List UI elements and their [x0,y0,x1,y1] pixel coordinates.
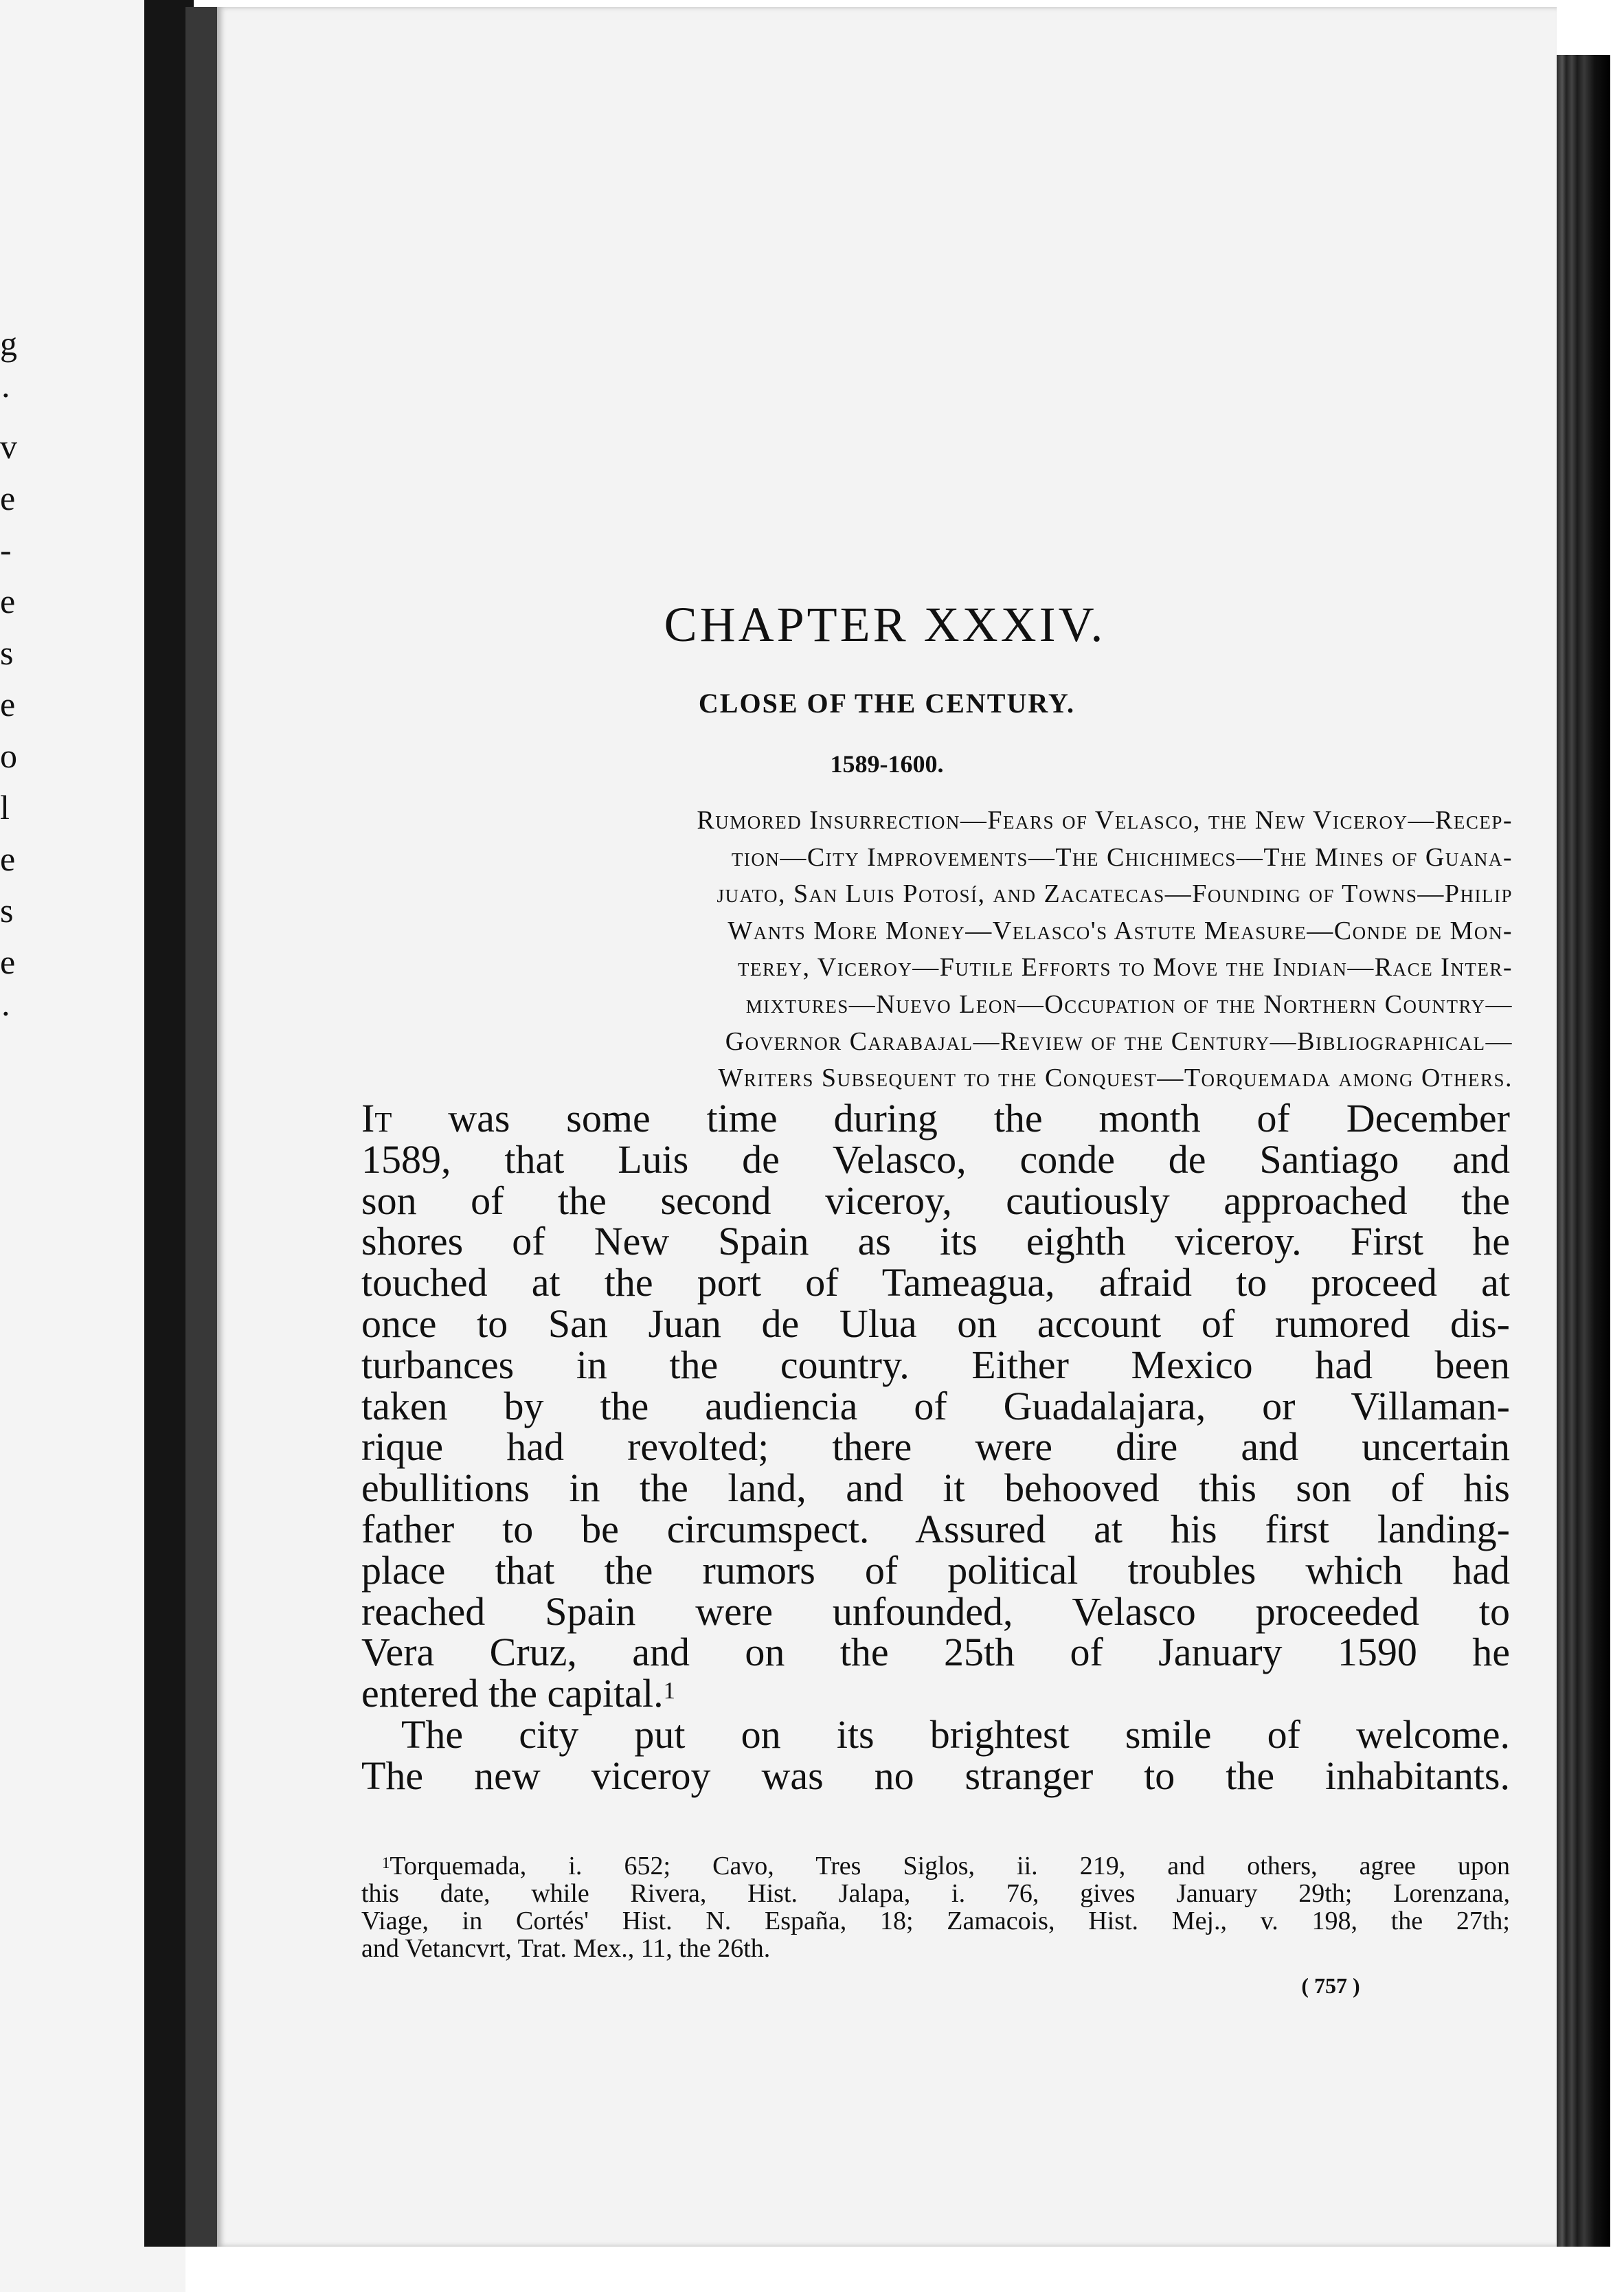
book-gutter-shadow [185,7,217,2247]
footnote-marker: 1 [382,1854,390,1872]
chapter-synopsis [372,802,1513,1097]
synopsis-line: Writers Subsequent to the Conquest—Torquemada among Others. [718,1064,1513,1093]
edge-char: · [0,376,12,414]
edge-char: e [0,840,16,878]
body-line: touched at the port of Tameagua, afraid to proceed at [361,1260,1510,1305]
chapter-years: 1589-1600. [830,750,944,778]
synopsis-line: Rumored Insurrection—Fears of Velasco, the New Viceroy—Recep- [697,806,1513,835]
body-line: once to San Juan de Ulua on account of rumored dis- [361,1301,1510,1346]
body-line: shores of New Spain as its eighth viceroy. First he [361,1219,1510,1264]
body-line: son of the second viceroy, cautiously approached the [361,1178,1510,1223]
body-line: 1589, that Luis de Velasco, conde de Santiago and [361,1136,1510,1182]
edge-char: o [0,737,17,775]
edge-char: e [0,943,16,981]
edge-char: e [0,582,16,620]
body-line: father to be circumspect. Assured at his first landing- [361,1506,1510,1551]
edge-char: g [0,324,17,363]
drop-cap-word: It [361,1096,392,1141]
body-line: rique had revolted; there were dire and uncertain [361,1424,1510,1470]
previous-page-edge-text [0,323,21,1044]
body-line: The new viceroy was no stranger to the inhabitants. [361,1753,1510,1798]
footnote-line: $^1$Torquemada, i. 652; Cavo, Tres Siglos, ii. 219, and others, agree upon [382,1852,1510,1880]
synopsis-line: Wants More Money—Velasco's Astute Measure—Conde de Mon- [728,916,1513,945]
body-line: It was some time during the month of December [361,1096,1510,1141]
footnote-line: and Vetancvrt, Trat. Mex., 11, the 26th. [361,1934,771,1963]
synopsis-line: juato, San Luis Potosí, and Zacatecas—Founding of Towns—Philip [717,879,1513,909]
edge-char: s [0,891,14,930]
body-line: entered the capital.$^1$ [361,1671,675,1716]
body-line: taken by the audiencia of Guadalajara, or Villaman- [361,1383,1510,1428]
synopsis-line: tion—City Improvements—The Chichimecs—The Mines of Guana- [731,842,1513,872]
edge-char: - [0,530,12,569]
edge-char: e [0,685,16,723]
book-fore-edge [1557,55,1610,2247]
chapter-title: CHAPTER XXXIV. [664,597,1106,652]
edge-char: e [0,479,16,517]
body-line: reached Spain were unfounded, Velasco proceeded to [361,1588,1510,1634]
body-text [361,1098,1510,1797]
body-line: place that the rumors of political troubles which had [361,1547,1510,1593]
book-page [217,7,1557,2247]
chapter-subtitle: CLOSE OF THE CENTURY. [698,688,1076,719]
edge-char: · [0,994,12,1033]
synopsis-line: Governor Carabajal—Review of the Century—Bibliographical— [725,1026,1513,1056]
edge-char: v [0,427,17,466]
edge-char: l [0,788,10,827]
footnote-reference: 1 [663,1677,675,1705]
body-line: Vera Cruz, and on the 25th of January 1590 he [361,1630,1510,1675]
body-line: ebullitions in the land, and it behooved this son of his [361,1465,1510,1511]
body-line: turbances in the country. Either Mexico had been [361,1342,1510,1387]
footnote [361,1852,1510,1962]
page-number: ( 757 ) [1301,1973,1360,1998]
footnote-line: this date, while Rivera, Hist. Jalapa, i. 76, gives January 29th; Lorenzana, [361,1879,1510,1908]
body-line: The city put on its brightest smile of welcome. [401,1711,1510,1757]
synopsis-line: terey, Viceroy—Futile Efforts to Move the Indian—Race Inter- [737,953,1513,982]
synopsis-line: mixtures—Nuevo Leon—Occupation of the Northern Country— [745,989,1513,1019]
footnote-line: Viage, in Cortés' Hist. N. España, 18; Zamacois, Hist. Mej., v. 198, the 27th; [361,1907,1510,1935]
edge-char: s [0,633,14,672]
